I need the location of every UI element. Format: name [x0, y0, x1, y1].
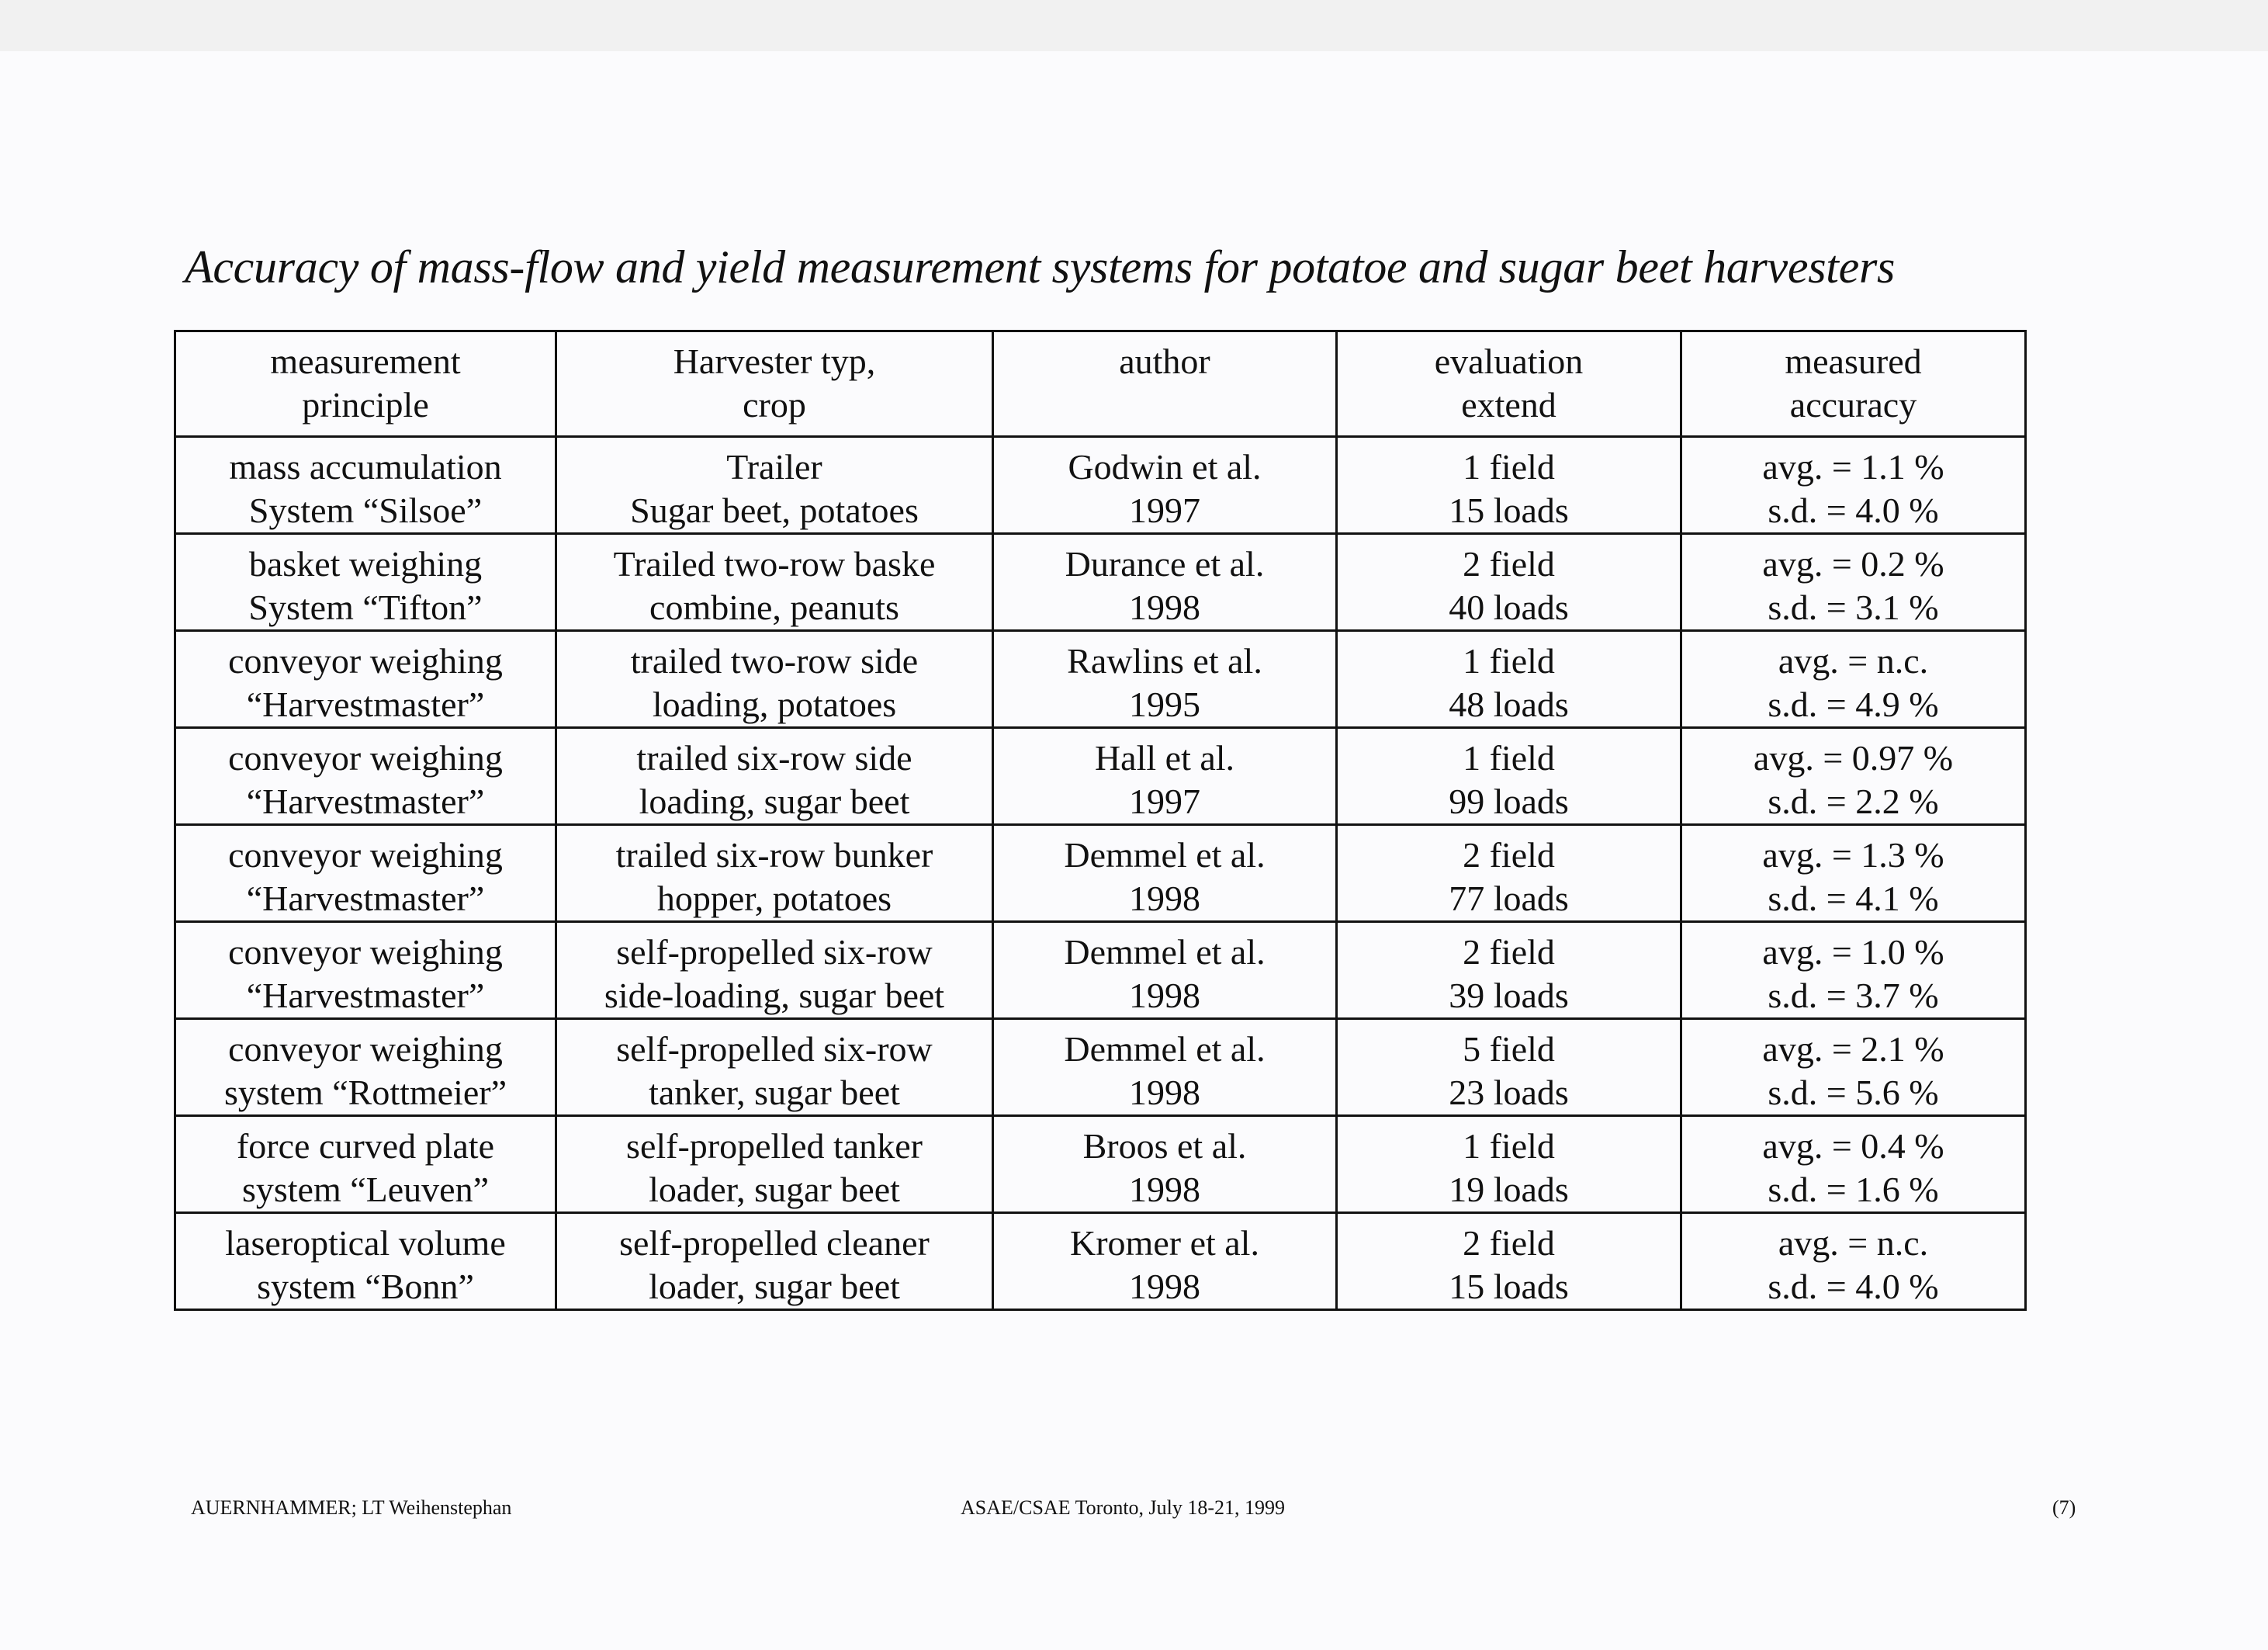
cell-harvester-crop: self-propelled cleaner loader, sugar beet [556, 1213, 993, 1310]
cell-author: Demmel et al. 1998 [993, 825, 1337, 922]
cell-measured-accuracy: avg. = 0.2 % s.d. = 3.1 % [1681, 534, 2026, 631]
cell-harvester-crop: trailed six-row bunker hopper, potatoes [556, 825, 993, 922]
cell-evaluation-extend: 2 field 40 loads [1337, 534, 1681, 631]
cell-measurement-principle: force curved plate system “Leuven” [175, 1116, 556, 1213]
cell-measurement-principle: conveyor weighing system “Rottmeier” [175, 1019, 556, 1116]
cell-harvester-crop: Trailed two-row baske combine, peanuts [556, 534, 993, 631]
cell-measured-accuracy: avg. = 0.97 % s.d. = 2.2 % [1681, 728, 2026, 825]
table-row [175, 631, 2026, 728]
cell-measured-accuracy: avg. = 1.1 % s.d. = 4.0 % [1681, 437, 2026, 534]
cell-harvester-crop: self-propelled six-row side-loading, sugar beet [556, 922, 993, 1019]
table-body [175, 437, 2026, 1310]
scan-top-strip [0, 0, 2268, 51]
table-row [175, 922, 2026, 1019]
page-title: Accuracy of mass-flow and yield measurement systems for potatoe and sugar beet harvesters [185, 241, 1896, 293]
cell-evaluation-extend: 1 field 15 loads [1337, 437, 1681, 534]
cell-author: Broos et al. 1998 [993, 1116, 1337, 1213]
cell-harvester-crop: trailed two-row side loading, potatoes [556, 631, 993, 728]
cell-measurement-principle: conveyor weighing “Harvestmaster” [175, 631, 556, 728]
cell-harvester-crop: Trailer Sugar beet, potatoes [556, 437, 993, 534]
cell-measurement-principle: conveyor weighing “Harvestmaster” [175, 825, 556, 922]
cell-author: Godwin et al. 1997 [993, 437, 1337, 534]
header-author: author [993, 331, 1337, 437]
cell-measured-accuracy: avg. = n.c. s.d. = 4.9 % [1681, 631, 2026, 728]
cell-author: Kromer et al. 1998 [993, 1213, 1337, 1310]
cell-measurement-principle: basket weighing System “Tifton” [175, 534, 556, 631]
table-row [175, 825, 2026, 922]
cell-evaluation-extend: 5 field 23 loads [1337, 1019, 1681, 1116]
cell-measured-accuracy: avg. = 1.0 % s.d. = 3.7 % [1681, 922, 2026, 1019]
cell-measured-accuracy: avg. = 1.3 % s.d. = 4.1 % [1681, 825, 2026, 922]
cell-measurement-principle: conveyor weighing “Harvestmaster” [175, 922, 556, 1019]
cell-author: Durance et al. 1998 [993, 534, 1337, 631]
header-evaluation-extend: evaluation extend [1337, 331, 1681, 437]
cell-measured-accuracy: avg. = 2.1 % s.d. = 5.6 % [1681, 1019, 2026, 1116]
cell-harvester-crop: trailed six-row side loading, sugar beet [556, 728, 993, 825]
footer-page-number: (7) [2052, 1496, 2076, 1519]
table-row [175, 1019, 2026, 1116]
cell-measurement-principle: conveyor weighing “Harvestmaster” [175, 728, 556, 825]
accuracy-table [174, 330, 2027, 1311]
table-row [175, 534, 2026, 631]
cell-author: Demmel et al. 1998 [993, 922, 1337, 1019]
table-row [175, 437, 2026, 534]
cell-evaluation-extend: 2 field 39 loads [1337, 922, 1681, 1019]
table-row [175, 1116, 2026, 1213]
cell-evaluation-extend: 1 field 19 loads [1337, 1116, 1681, 1213]
table-row [175, 1213, 2026, 1310]
cell-author: Hall et al. 1997 [993, 728, 1337, 825]
cell-measured-accuracy: avg. = n.c. s.d. = 4.0 % [1681, 1213, 2026, 1310]
cell-evaluation-extend: 2 field 15 loads [1337, 1213, 1681, 1310]
cell-measurement-principle: laseroptical volume system “Bonn” [175, 1213, 556, 1310]
header-harvester-crop: Harvester typ, crop [556, 331, 993, 437]
header-measurement-principle: measurement principle [175, 331, 556, 437]
header-measured-accuracy: measured accuracy [1681, 331, 2026, 437]
cell-evaluation-extend: 2 field 77 loads [1337, 825, 1681, 922]
footer-author: AUERNHAMMER; LT Weihenstephan [191, 1496, 512, 1519]
footer-conference: ASAE/CSAE Toronto, July 18-21, 1999 [961, 1496, 1286, 1519]
table-header-row [175, 331, 2026, 437]
cell-evaluation-extend: 1 field 48 loads [1337, 631, 1681, 728]
cell-author: Demmel et al. 1998 [993, 1019, 1337, 1116]
cell-measured-accuracy: avg. = 0.4 % s.d. = 1.6 % [1681, 1116, 2026, 1213]
cell-evaluation-extend: 1 field 99 loads [1337, 728, 1681, 825]
cell-harvester-crop: self-propelled tanker loader, sugar beet [556, 1116, 993, 1213]
cell-measurement-principle: mass accumulation System “Silsoe” [175, 437, 556, 534]
cell-author: Rawlins et al. 1995 [993, 631, 1337, 728]
cell-harvester-crop: self-propelled six-row tanker, sugar beet [556, 1019, 993, 1116]
table-row [175, 728, 2026, 825]
